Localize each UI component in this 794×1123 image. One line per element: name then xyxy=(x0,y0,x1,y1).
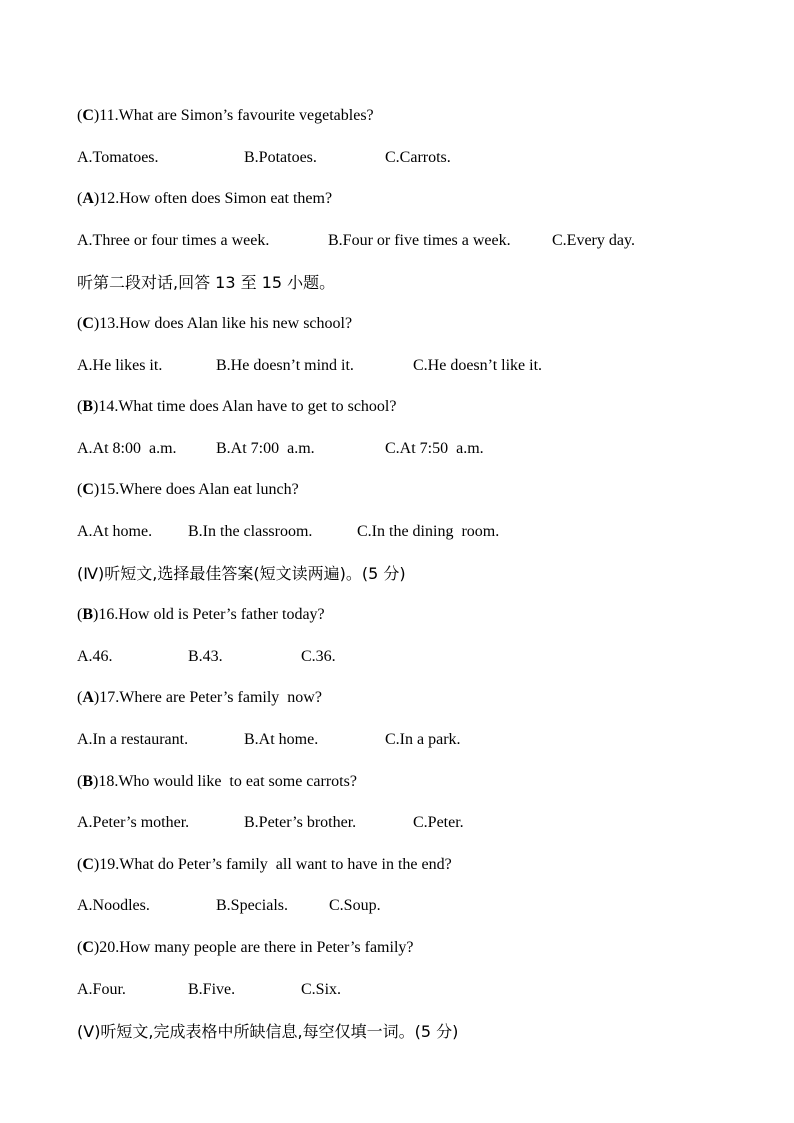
option-a: A.Noodles. xyxy=(77,897,150,914)
option-b: B.43. xyxy=(188,648,223,665)
question-text: How old is Peter’s father today? xyxy=(118,606,325,623)
option-a: A.Three or four times a week. xyxy=(77,232,270,249)
option-a: A.At home. xyxy=(77,523,153,540)
question-number: 16 xyxy=(98,606,115,623)
option-c: C.Carrots. xyxy=(385,149,451,166)
question-13: (C)13.How does Alan like his new school? xyxy=(77,315,353,332)
question-16: (B)16.How old is Peter’s father today? xyxy=(77,606,325,623)
option-a: A.At 8:00 a.m. xyxy=(77,440,177,457)
question-20: (C)20.How many people are there in Peter’s family? xyxy=(77,939,414,956)
answer-17: A xyxy=(82,689,94,706)
options-16 xyxy=(77,647,336,667)
question-text: Where does Alan eat lunch? xyxy=(119,481,299,498)
question-number: 13 xyxy=(99,315,116,332)
options-17 xyxy=(77,730,461,750)
question-number: 12 xyxy=(99,190,116,207)
question-text: Who would like to eat some carrots? xyxy=(118,773,357,790)
options-13 xyxy=(77,356,542,376)
question-number: 15 xyxy=(99,481,116,498)
option-b: B.Five. xyxy=(188,981,236,998)
option-a: A.46. xyxy=(77,648,113,665)
question-text: What are Simon’s favourite vegetables? xyxy=(118,107,374,124)
options-19 xyxy=(77,896,381,916)
option-c: C.Every day. xyxy=(552,232,635,249)
option-a: A.Four. xyxy=(77,981,126,998)
option-b: B.Peter’s brother. xyxy=(244,814,357,831)
option-a: A.Peter’s mother. xyxy=(77,814,190,831)
option-c: C.Soup. xyxy=(329,897,381,914)
question-text: What time does Alan have to get to school? xyxy=(118,398,397,415)
options-15 xyxy=(77,522,499,542)
option-b: B.In the classroom. xyxy=(188,523,313,540)
options-14 xyxy=(77,439,484,459)
option-c: C.He doesn’t like it. xyxy=(413,357,543,374)
option-b: B.Potatoes. xyxy=(244,149,317,166)
question-11: (C)11.What are Simon’s favourite vegetables? xyxy=(77,107,374,124)
question-15: (C)15.Where does Alan eat lunch? xyxy=(77,481,299,498)
answer-19: C xyxy=(82,856,94,873)
option-c: C.In the dining room. xyxy=(357,523,500,540)
answer-20: C xyxy=(82,939,94,956)
options-12 xyxy=(77,231,635,251)
answer-11: C xyxy=(82,107,94,124)
question-14: (B)14.What time does Alan have to get to school? xyxy=(77,398,397,415)
option-c: C.36. xyxy=(301,648,336,665)
question-text: How many people are there in Peter’s family? xyxy=(119,939,414,956)
option-b: B.He doesn’t mind it. xyxy=(216,357,354,374)
option-b: B.Specials. xyxy=(216,897,288,914)
option-a: A.Tomatoes. xyxy=(77,149,159,166)
options-11 xyxy=(77,148,451,168)
option-a: A.In a restaurant. xyxy=(77,731,189,748)
question-text: Where are Peter’s family now? xyxy=(119,689,322,706)
answer-15: C xyxy=(82,481,94,498)
option-c: C.In a park. xyxy=(385,731,461,748)
question-text: How often does Simon eat them? xyxy=(119,190,333,207)
dialog-2-heading: 听第二段对话,回答 13 至 15 小题。 xyxy=(77,273,336,292)
question-17: (A)17.Where are Peter’s family now? xyxy=(77,689,322,706)
option-c: C.Peter. xyxy=(413,814,464,831)
options-18 xyxy=(77,813,464,833)
answer-13: C xyxy=(82,315,94,332)
option-a: A.He likes it. xyxy=(77,357,163,374)
question-number: 19 xyxy=(99,856,116,873)
part-4-heading: (Ⅳ)听短文,选择最佳答案(短文读两遍)。(5 分) xyxy=(77,564,406,583)
question-number: 17 xyxy=(99,689,116,706)
answer-12: A xyxy=(82,190,94,207)
answer-16: B xyxy=(82,606,93,623)
question-number: 20 xyxy=(99,939,116,956)
option-b: B.At 7:00 a.m. xyxy=(216,440,315,457)
options-20 xyxy=(77,980,341,1000)
question-number: 14 xyxy=(98,398,115,415)
answer-14: B xyxy=(82,398,93,415)
question-number: 11 xyxy=(99,107,115,124)
option-c: C.At 7:50 a.m. xyxy=(385,440,484,457)
option-c: C.Six. xyxy=(301,981,342,998)
answer-18: B xyxy=(82,773,93,790)
option-b: B.At home. xyxy=(244,731,319,748)
option-b: B.Four or five times a week. xyxy=(328,232,511,249)
question-number: 18 xyxy=(98,773,115,790)
question-18: (B)18.Who would like to eat some carrots? xyxy=(77,773,357,790)
part-5-heading: (Ⅴ)听短文,完成表格中所缺信息,每空仅填一词。(5 分) xyxy=(77,1022,459,1041)
question-text: How does Alan like his new school? xyxy=(119,315,353,332)
question-19: (C)19.What do Peter’s family all want to have in the end? xyxy=(77,856,452,873)
question-text: What do Peter’s family all want to have in the end? xyxy=(119,856,452,873)
question-12: (A)12.How often does Simon eat them? xyxy=(77,190,333,207)
